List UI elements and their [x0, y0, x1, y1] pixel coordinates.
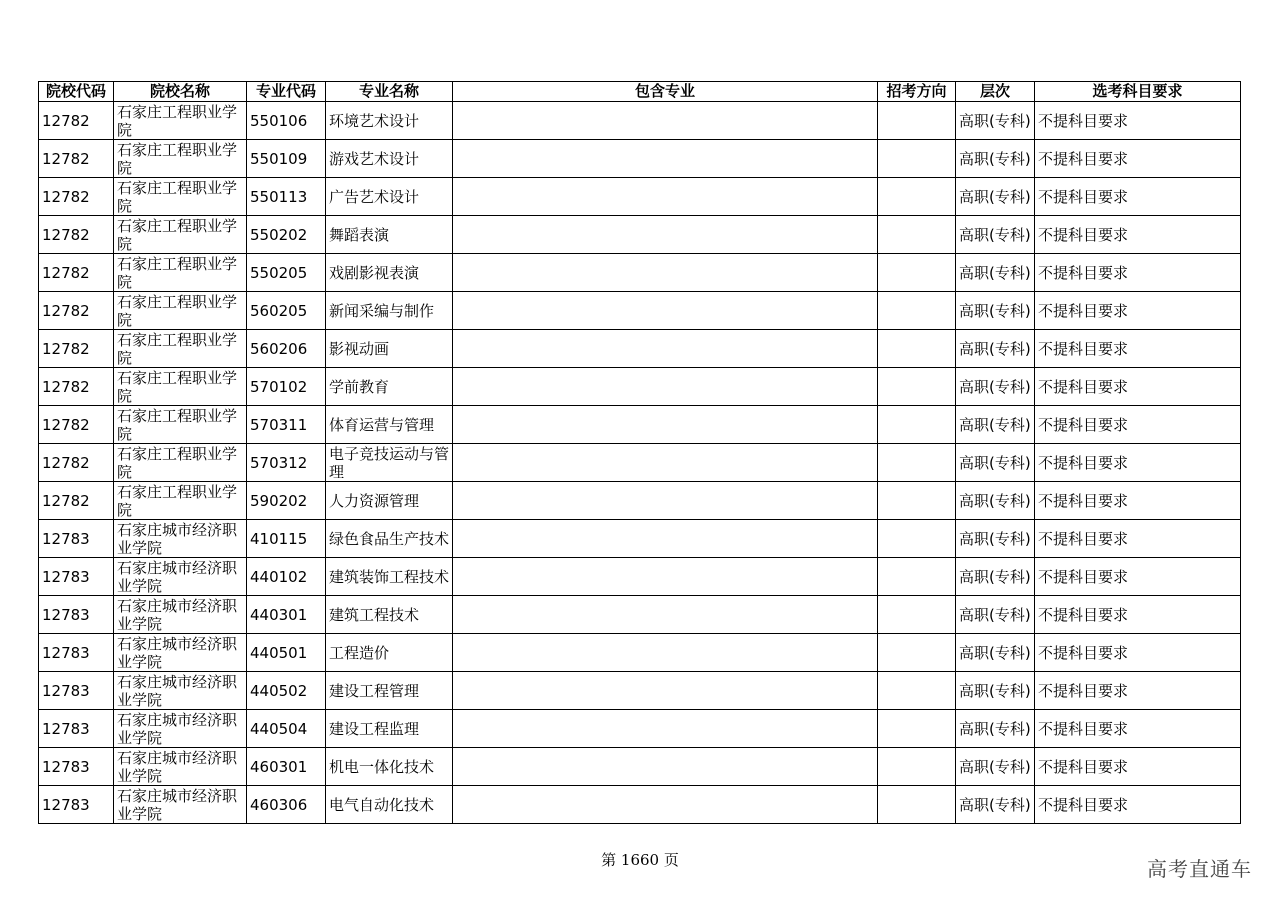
cell-school-name: 石家庄城市经济职业学院 — [114, 520, 247, 558]
cell-included-majors — [453, 102, 878, 140]
cell-major-code: 560206 — [247, 330, 326, 368]
cell-school-name: 石家庄工程职业学院 — [114, 482, 247, 520]
cell-school-name: 石家庄工程职业学院 — [114, 368, 247, 406]
cell-school-code: 12783 — [39, 634, 114, 672]
cell-exam-direction — [878, 786, 956, 824]
cell-school-name: 石家庄城市经济职业学院 — [114, 634, 247, 672]
cell-school-code: 12782 — [39, 482, 114, 520]
cell-level: 高职(专科) — [956, 102, 1035, 140]
cell-subject-requirement: 不提科目要求 — [1035, 102, 1241, 140]
table-row — [39, 672, 1241, 710]
cell-included-majors — [453, 558, 878, 596]
cell-major-name: 建设工程监理 — [326, 710, 453, 748]
cell-school-code: 12782 — [39, 140, 114, 178]
cell-level: 高职(专科) — [956, 558, 1035, 596]
cell-exam-direction — [878, 520, 956, 558]
cell-school-name: 石家庄工程职业学院 — [114, 330, 247, 368]
cell-school-code: 12783 — [39, 672, 114, 710]
table-row — [39, 140, 1241, 178]
cell-school-name: 石家庄工程职业学院 — [114, 140, 247, 178]
table-row — [39, 254, 1241, 292]
cell-level: 高职(专科) — [956, 330, 1035, 368]
cell-level: 高职(专科) — [956, 596, 1035, 634]
table-header — [39, 82, 1241, 102]
cell-major-name: 戏剧影视表演 — [326, 254, 453, 292]
cell-school-name: 石家庄城市经济职业学院 — [114, 710, 247, 748]
cell-subject-requirement: 不提科目要求 — [1035, 596, 1241, 634]
cell-major-code: 550109 — [247, 140, 326, 178]
cell-included-majors — [453, 254, 878, 292]
cell-major-name: 建设工程管理 — [326, 672, 453, 710]
cell-major-name: 机电一体化技术 — [326, 748, 453, 786]
cell-major-name: 新闻采编与制作 — [326, 292, 453, 330]
cell-exam-direction — [878, 216, 956, 254]
cell-school-name: 石家庄工程职业学院 — [114, 178, 247, 216]
cell-major-name: 影视动画 — [326, 330, 453, 368]
cell-major-code: 560205 — [247, 292, 326, 330]
cell-major-code: 440102 — [247, 558, 326, 596]
cell-school-code: 12782 — [39, 254, 114, 292]
cell-included-majors — [453, 748, 878, 786]
cell-exam-direction — [878, 710, 956, 748]
cell-level: 高职(专科) — [956, 216, 1035, 254]
cell-subject-requirement: 不提科目要求 — [1035, 710, 1241, 748]
cell-major-code: 550202 — [247, 216, 326, 254]
cell-school-name: 石家庄工程职业学院 — [114, 406, 247, 444]
table-row — [39, 710, 1241, 748]
table-row — [39, 330, 1241, 368]
cell-major-code: 440502 — [247, 672, 326, 710]
table-body — [39, 102, 1241, 824]
cell-school-code: 12782 — [39, 292, 114, 330]
cell-school-code: 12782 — [39, 406, 114, 444]
cell-school-name: 石家庄城市经济职业学院 — [114, 748, 247, 786]
cell-major-code: 440501 — [247, 634, 326, 672]
cell-school-code: 12782 — [39, 330, 114, 368]
cell-school-code: 12783 — [39, 558, 114, 596]
admissions-table — [38, 81, 1241, 824]
cell-school-name: 石家庄工程职业学院 — [114, 216, 247, 254]
cell-major-name: 电气自动化技术 — [326, 786, 453, 824]
header-subject-requirement: 选考科目要求 — [1035, 82, 1241, 102]
cell-major-name: 人力资源管理 — [326, 482, 453, 520]
cell-school-name: 石家庄工程职业学院 — [114, 102, 247, 140]
cell-level: 高职(专科) — [956, 292, 1035, 330]
table-row — [39, 482, 1241, 520]
cell-major-code: 570312 — [247, 444, 326, 482]
table-row — [39, 292, 1241, 330]
cell-subject-requirement: 不提科目要求 — [1035, 254, 1241, 292]
cell-major-code: 460306 — [247, 786, 326, 824]
cell-major-name: 绿色食品生产技术 — [326, 520, 453, 558]
cell-subject-requirement: 不提科目要求 — [1035, 178, 1241, 216]
cell-included-majors — [453, 444, 878, 482]
cell-school-name: 石家庄工程职业学院 — [114, 444, 247, 482]
cell-subject-requirement: 不提科目要求 — [1035, 558, 1241, 596]
cell-included-majors — [453, 292, 878, 330]
cell-subject-requirement: 不提科目要求 — [1035, 444, 1241, 482]
cell-subject-requirement: 不提科目要求 — [1035, 140, 1241, 178]
cell-level: 高职(专科) — [956, 140, 1035, 178]
cell-exam-direction — [878, 634, 956, 672]
cell-exam-direction — [878, 102, 956, 140]
cell-level: 高职(专科) — [956, 406, 1035, 444]
cell-major-name: 工程造价 — [326, 634, 453, 672]
cell-major-name: 建筑工程技术 — [326, 596, 453, 634]
header-row — [39, 82, 1241, 102]
cell-major-name: 环境艺术设计 — [326, 102, 453, 140]
table-row — [39, 216, 1241, 254]
cell-subject-requirement: 不提科目要求 — [1035, 748, 1241, 786]
cell-subject-requirement: 不提科目要求 — [1035, 406, 1241, 444]
cell-included-majors — [453, 482, 878, 520]
cell-level: 高职(专科) — [956, 786, 1035, 824]
cell-exam-direction — [878, 292, 956, 330]
cell-school-code: 12783 — [39, 710, 114, 748]
cell-major-name: 建筑装饰工程技术 — [326, 558, 453, 596]
cell-subject-requirement: 不提科目要求 — [1035, 672, 1241, 710]
cell-level: 高职(专科) — [956, 634, 1035, 672]
cell-major-name: 舞蹈表演 — [326, 216, 453, 254]
cell-included-majors — [453, 634, 878, 672]
cell-level: 高职(专科) — [956, 444, 1035, 482]
watermark-text: 高考直通车 — [1147, 857, 1252, 881]
cell-school-code: 12782 — [39, 178, 114, 216]
cell-exam-direction — [878, 178, 956, 216]
cell-school-code: 12783 — [39, 520, 114, 558]
table-row — [39, 178, 1241, 216]
header-included-majors: 包含专业 — [453, 82, 878, 102]
cell-level: 高职(专科) — [956, 672, 1035, 710]
cell-major-code: 410115 — [247, 520, 326, 558]
table-row — [39, 634, 1241, 672]
cell-major-name: 学前教育 — [326, 368, 453, 406]
cell-school-name: 石家庄工程职业学院 — [114, 254, 247, 292]
header-major-name: 专业名称 — [326, 82, 453, 102]
cell-level: 高职(专科) — [956, 710, 1035, 748]
cell-level: 高职(专科) — [956, 178, 1035, 216]
cell-subject-requirement: 不提科目要求 — [1035, 482, 1241, 520]
cell-subject-requirement: 不提科目要求 — [1035, 330, 1241, 368]
cell-included-majors — [453, 368, 878, 406]
cell-included-majors — [453, 216, 878, 254]
header-school-code: 院校代码 — [39, 82, 114, 102]
cell-major-code: 440504 — [247, 710, 326, 748]
cell-included-majors — [453, 140, 878, 178]
cell-exam-direction — [878, 140, 956, 178]
table-row — [39, 596, 1241, 634]
cell-major-code: 550205 — [247, 254, 326, 292]
cell-major-code: 440301 — [247, 596, 326, 634]
table-row — [39, 368, 1241, 406]
cell-school-code: 12782 — [39, 216, 114, 254]
cell-included-majors — [453, 406, 878, 444]
cell-included-majors — [453, 178, 878, 216]
cell-major-name: 游戏艺术设计 — [326, 140, 453, 178]
cell-included-majors — [453, 520, 878, 558]
cell-exam-direction — [878, 368, 956, 406]
cell-school-code: 12783 — [39, 786, 114, 824]
cell-included-majors — [453, 710, 878, 748]
cell-school-code: 12782 — [39, 102, 114, 140]
cell-major-code: 570311 — [247, 406, 326, 444]
cell-exam-direction — [878, 406, 956, 444]
page-number: 第 1660 页 — [601, 851, 679, 869]
table-row — [39, 406, 1241, 444]
cell-exam-direction — [878, 482, 956, 520]
cell-subject-requirement: 不提科目要求 — [1035, 368, 1241, 406]
cell-school-code: 12783 — [39, 596, 114, 634]
cell-level: 高职(专科) — [956, 368, 1035, 406]
cell-level: 高职(专科) — [956, 482, 1035, 520]
cell-school-name: 石家庄城市经济职业学院 — [114, 672, 247, 710]
cell-subject-requirement: 不提科目要求 — [1035, 292, 1241, 330]
table-row — [39, 786, 1241, 824]
cell-school-code: 12782 — [39, 444, 114, 482]
cell-major-name: 体育运营与管理 — [326, 406, 453, 444]
cell-major-code: 550106 — [247, 102, 326, 140]
cell-major-name: 电子竞技运动与管理 — [326, 444, 453, 482]
cell-exam-direction — [878, 748, 956, 786]
cell-school-name: 石家庄城市经济职业学院 — [114, 596, 247, 634]
header-school-name: 院校名称 — [114, 82, 247, 102]
cell-major-code: 570102 — [247, 368, 326, 406]
cell-school-name: 石家庄工程职业学院 — [114, 292, 247, 330]
cell-exam-direction — [878, 672, 956, 710]
cell-school-code: 12783 — [39, 748, 114, 786]
cell-included-majors — [453, 330, 878, 368]
table-row — [39, 520, 1241, 558]
table-row — [39, 748, 1241, 786]
cell-exam-direction — [878, 254, 956, 292]
cell-school-name: 石家庄城市经济职业学院 — [114, 558, 247, 596]
cell-level: 高职(专科) — [956, 254, 1035, 292]
cell-level: 高职(专科) — [956, 520, 1035, 558]
cell-major-code: 550113 — [247, 178, 326, 216]
header-major-code: 专业代码 — [247, 82, 326, 102]
cell-major-code: 590202 — [247, 482, 326, 520]
cell-level: 高职(专科) — [956, 748, 1035, 786]
cell-subject-requirement: 不提科目要求 — [1035, 520, 1241, 558]
cell-exam-direction — [878, 330, 956, 368]
table-row — [39, 102, 1241, 140]
table-row — [39, 444, 1241, 482]
cell-school-code: 12782 — [39, 368, 114, 406]
cell-exam-direction — [878, 444, 956, 482]
cell-subject-requirement: 不提科目要求 — [1035, 786, 1241, 824]
cell-school-name: 石家庄城市经济职业学院 — [114, 786, 247, 824]
cell-included-majors — [453, 786, 878, 824]
cell-included-majors — [453, 672, 878, 710]
cell-major-code: 460301 — [247, 748, 326, 786]
cell-subject-requirement: 不提科目要求 — [1035, 216, 1241, 254]
cell-major-name: 广告艺术设计 — [326, 178, 453, 216]
cell-exam-direction — [878, 596, 956, 634]
table-row — [39, 558, 1241, 596]
cell-included-majors — [453, 596, 878, 634]
cell-exam-direction — [878, 558, 956, 596]
cell-subject-requirement: 不提科目要求 — [1035, 634, 1241, 672]
header-level: 层次 — [956, 82, 1035, 102]
header-exam-direction: 招考方向 — [878, 82, 956, 102]
